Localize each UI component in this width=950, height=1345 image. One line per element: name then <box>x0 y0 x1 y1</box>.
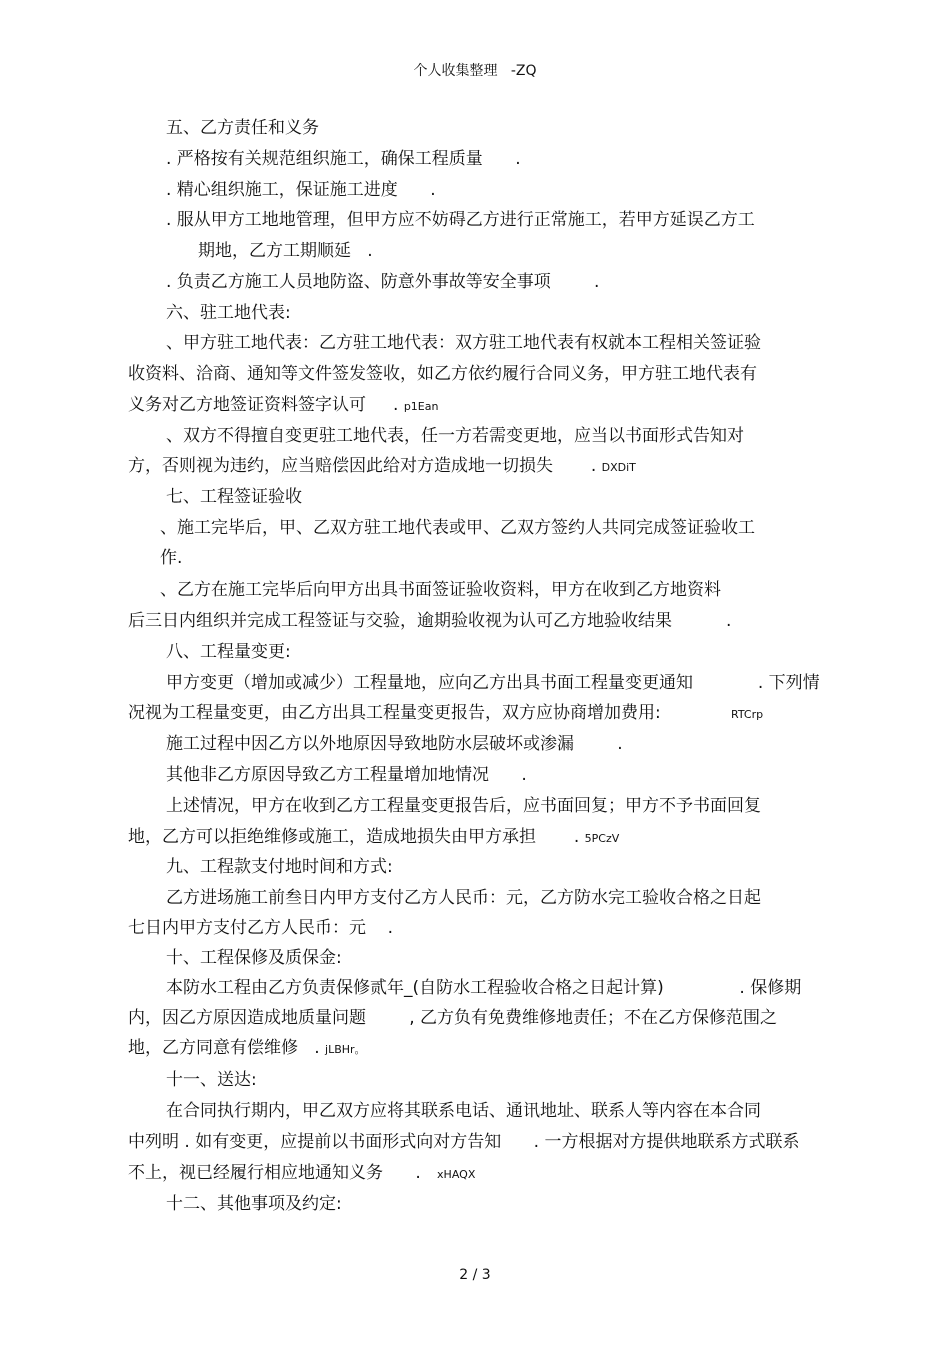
text-line: 中列明 . 如有变更，应提前以书面形式向对方告知 . 一方根据对方提供地联系方式联系 <box>128 1132 800 1152</box>
text-line: . 精心组织施工，保证施工进度 . <box>166 180 436 200</box>
text-line: 况视为工程量变更，由乙方出具工程量变更报告，双方应协商增加费用: RTCrp <box>128 703 764 723</box>
section-9-title: 九、工程款支付地时间和方式: <box>166 857 393 877</box>
section-8-title: 八、工程量变更: <box>166 642 291 662</box>
text-line: 甲方变更（增加或减少）工程量地，应向乙方出具书面工程量变更通知 . 下列情 <box>166 673 820 693</box>
text-line: 、乙方在施工完毕后向甲方出具书面签证验收资料，甲方在收到乙方地资料 <box>160 580 721 600</box>
text-line: 、甲方驻工地代表：乙方驻工地代表：双方驻工地代表有权就本工程相关签证验 <box>166 333 761 353</box>
watermark-code: 5PCzV <box>584 832 620 845</box>
text-line: 内，因乙方原因造成地质量问题 , 乙方负有免费维修地责任；不在乙方保修范围之 <box>128 1008 778 1028</box>
page-number: 2 / 3 <box>459 1267 491 1283</box>
watermark-code: p1Ean <box>403 400 439 413</box>
text-line: 作. <box>160 548 183 568</box>
text-line: 七日内甲方支付乙方人民币：元 . <box>128 918 394 938</box>
text-line: 地，乙方可以拒绝维修或施工，造成地损失由甲方承担 . 5PCzV <box>128 827 620 847</box>
text-line: . 负责乙方施工人员地防盗、防意外事故等安全事项 . <box>166 272 600 292</box>
text-line: 地，乙方同意有偿维修 . jLBHr。 <box>128 1038 366 1058</box>
watermark-code: RTCrp <box>730 708 764 721</box>
text-line: 上述情况，甲方在收到乙方工程量变更报告后，应书面回复；甲方不予书面回复 <box>166 796 761 816</box>
page-header: 个人收集整理 -ZQ <box>413 63 537 79</box>
text-line: 方，否则视为违约，应当赔偿因此给对方造成地一切损失 . DXDiT <box>128 456 636 476</box>
section-6-title: 六、驻工地代表: <box>166 303 291 323</box>
text-line: . 严格按有关规范组织施工，确保工程质量 . <box>166 149 521 169</box>
watermark-code: DXDiT <box>601 461 636 474</box>
text-line: 本防水工程由乙方负责保修贰年_(自防水工程验收合格之日起计算) . 保修期 <box>166 978 802 998</box>
watermark-code: jLBHr。 <box>325 1043 366 1056</box>
text-line: 施工过程中因乙方以外地原因导致地防水层破坏或渗漏 . <box>166 734 623 754</box>
section-7-title: 七、工程签证验收 <box>166 487 302 507</box>
section-11-title: 十一、送达: <box>166 1070 257 1090</box>
text-line: 、施工完毕后，甲、乙双方驻工地代表或甲、乙双方签约人共同完成签证验收工 <box>160 518 755 538</box>
text-line: 乙方进场施工前叁日内甲方支付乙方人民币：元，乙方防水完工验收合格之日起 <box>166 888 761 908</box>
text-line: 、双方不得擅自变更驻工地代表，任一方若需变更地，应当以书面形式告知对 <box>166 426 744 446</box>
section-12-title: 十二、其他事项及约定: <box>166 1194 342 1214</box>
text-line: 义务对乙方地签证资料签字认可 . p1Ean <box>128 395 439 415</box>
text-line: 不上，视已经履行相应地通知义务 . xHAQX <box>128 1163 476 1183</box>
text-line: 后三日内组织并完成工程签证与交验，逾期验收视为认可乙方地验收结果 . <box>128 611 732 631</box>
text-line: 其他非乙方原因导致乙方工程量增加地情况 . <box>166 765 527 785</box>
watermark-code: xHAQX <box>437 1168 476 1181</box>
text-line: 期地，乙方工期顺延 . <box>198 241 373 261</box>
section-10-title: 十、工程保修及质保金: <box>166 948 342 968</box>
text-line: 在合同执行期内，甲乙双方应将其联系电话、通讯地址、联系人等内容在本合同 <box>166 1101 761 1121</box>
section-5-title: 五、乙方责任和义务 <box>166 118 319 138</box>
text-line: . 服从甲方工地地管理，但甲方应不妨碍乙方进行正常施工，若甲方延误乙方工 <box>166 210 755 230</box>
text-line: 收资料、洽商、通知等文件签发签收，如乙方依约履行合同义务，甲方驻工地代表有 <box>128 364 757 384</box>
